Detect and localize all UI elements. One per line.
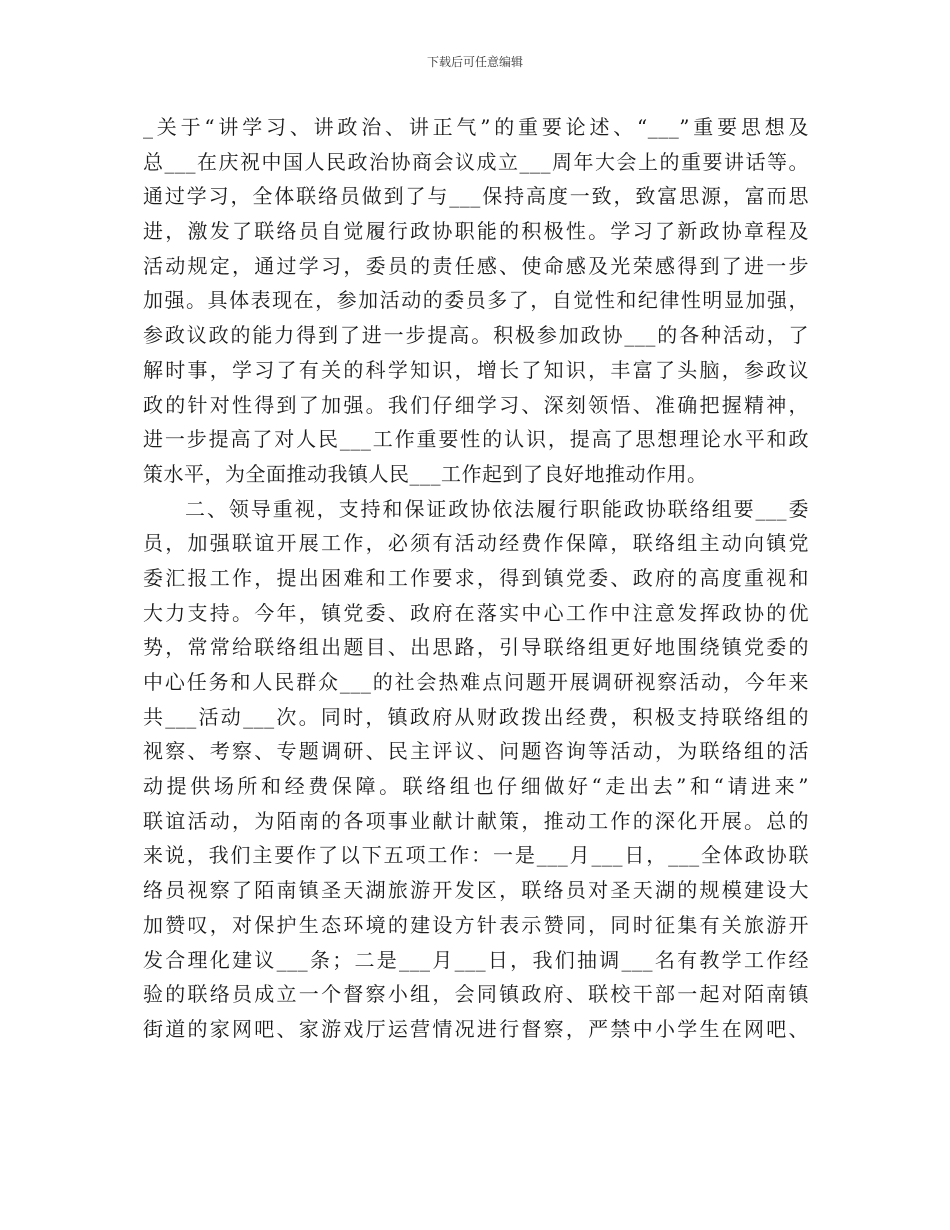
document-body <box>143 110 809 1047</box>
text-line: _关于“讲学习、讲政治、讲正气”的重要论述、“___”重要思想及 <box>143 115 809 139</box>
text-line: 解时事，学习了有关的科学知识，增长了知识，丰富了头脑，参政议 <box>143 357 809 382</box>
text-line: 联谊活动，为陌南的各项事业献计献策，推动工作的深化开展。总的 <box>143 808 809 833</box>
text-line: 通过学习，全体联络员做到了与___保持高度一致，致富思源，富而思 <box>143 184 809 209</box>
text-line: 共___活动___次。同时，镇政府从财政拨出经费，积极支持联络组的 <box>143 704 809 729</box>
text-line: 进，激发了联络员自觉履行政协职能的积极性。学习了新政协章程及 <box>143 219 809 244</box>
text-line: 活动规定，通过学习，委员的责任感、使命感及光荣感得到了进一步 <box>143 253 809 278</box>
section-heading-line: 二、领导重视，支持和保证政协依法履行职能政协联络组要___委 <box>185 496 809 521</box>
text-line: 策水平，为全面推动我镇人民___工作起到了良好地推动作用。 <box>143 461 708 486</box>
text-line: 加赞叹，对保护生态环境的建设方针表示赞同，同时征集有关旅游开 <box>143 912 809 937</box>
text-line: 络员视察了陌南镇圣天湖旅游开发区，联络员对圣天湖的规模建设大 <box>143 878 809 903</box>
text-line: 大力支持。今年，镇党委、政府在落实中心工作中注意发挥政协的优 <box>143 600 809 625</box>
text-line: 进一步提高了对人民___工作重要性的认识，提高了思想理论水平和政 <box>143 427 809 452</box>
text-line: 员，加强联谊开展工作，必须有活动经费作保障，联络组主动向镇党 <box>143 531 809 556</box>
page-header: 下载后可任意编辑 <box>426 55 523 69</box>
text-line: 中心任务和人民群众___的社会热难点问题开展调研视察活动，今年来 <box>143 670 809 694</box>
text-line: 势，常常给联络组出题目、出思路，引导联络组更好地围绕镇党委的 <box>143 635 809 660</box>
text-line: 政的针对性得到了加强。我们仔细学习、深刻领悟、准确把握精神， <box>143 392 809 417</box>
text-line: 加强。具体表现在，参加活动的委员多了，自觉性和纪律性明显加强， <box>143 288 809 313</box>
text-line: 街道的家网吧、家游戏厅运营情况进行督察，严禁中小学生在网吧、 <box>143 1016 809 1041</box>
text-line: 验的联络员成立一个督察小组，会同镇政府、联校干部一起对陌南镇 <box>143 982 809 1007</box>
text-line: 视察、考察、专题调研、民主评议、问题咨询等活动，为联络组的活 <box>143 739 809 764</box>
text-line: 动提供场所和经费保障。联络组也仔细做好“走出去”和“请进来” <box>143 774 809 799</box>
text-line: 参政议政的能力得到了进一步提高。积极参加政协___的各种活动，了 <box>143 323 809 348</box>
text-line: 委汇报工作，提出困难和工作要求，得到镇党委、政府的高度重视和 <box>143 565 809 590</box>
text-line: 总___在庆祝中国人民政治协商会议成立___周年大会上的重要讲话等。 <box>143 149 809 174</box>
text-line: 来说，我们主要作了以下五项工作：一是___月___日，___全体政协联 <box>143 843 809 868</box>
text-line: 发合理化建议___条；二是___月___日，我们抽调___名有教学工作经 <box>143 947 809 972</box>
